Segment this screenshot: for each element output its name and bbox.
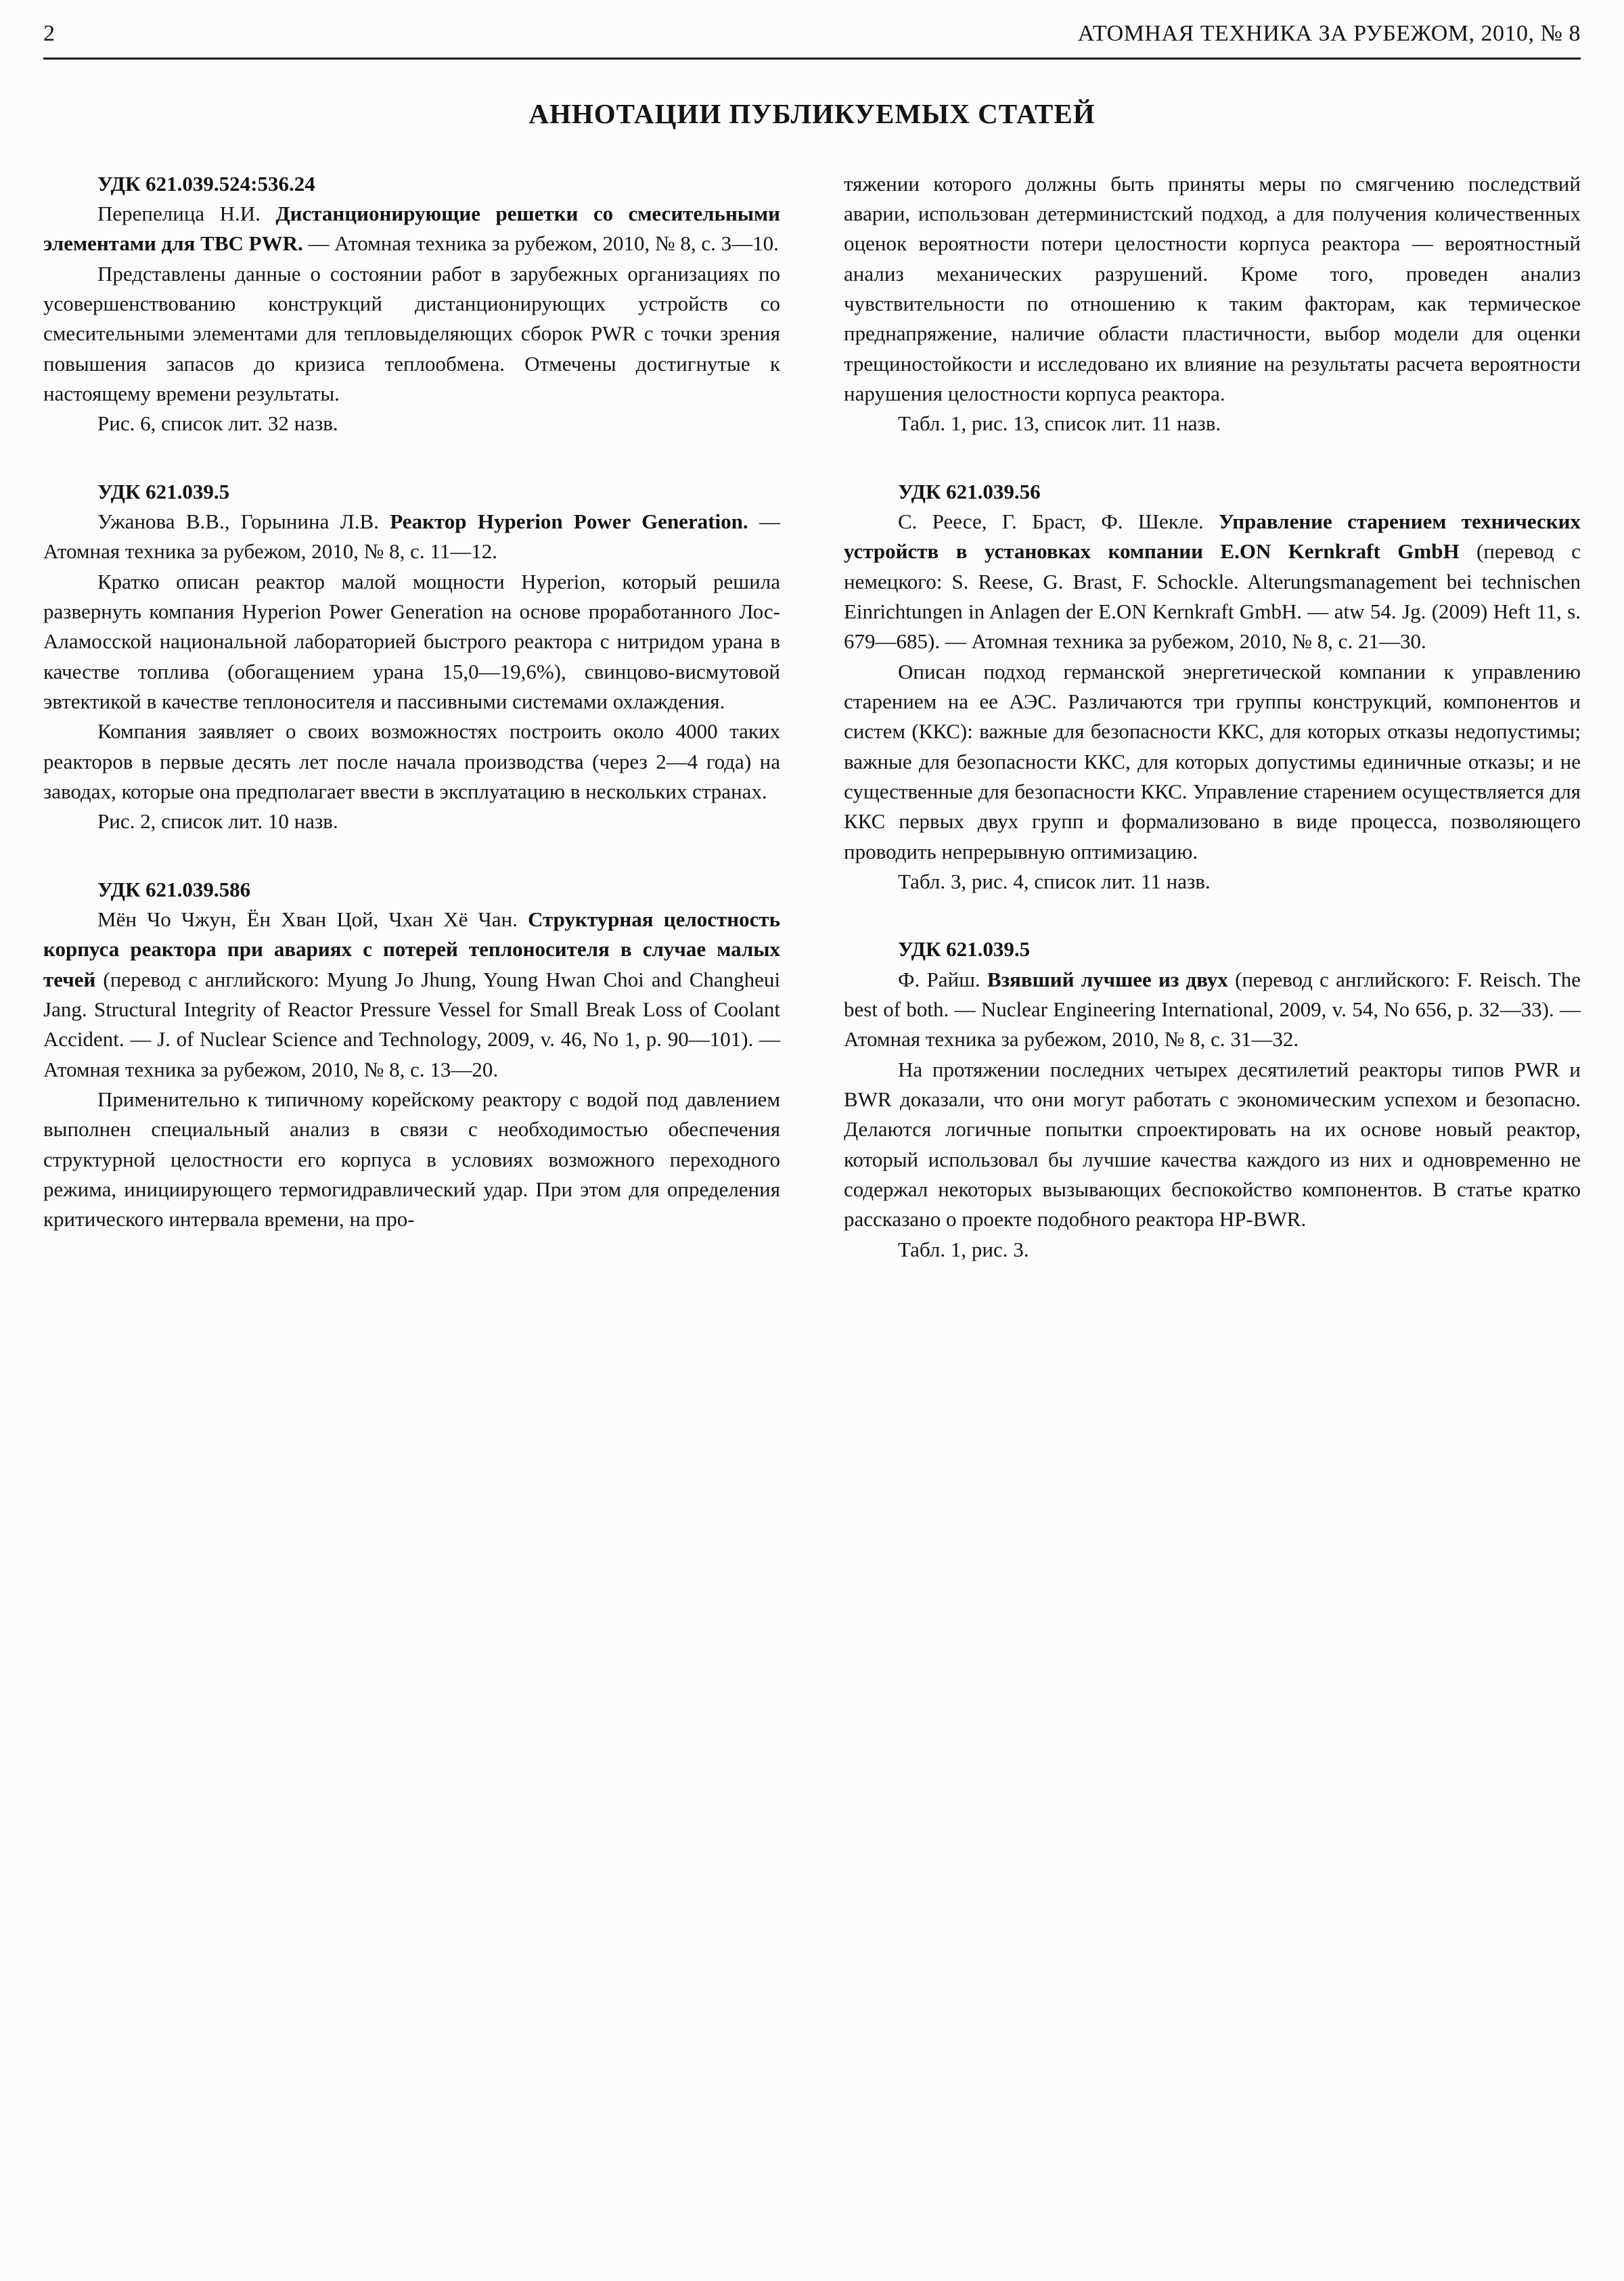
page-title: АННОТАЦИИ ПУБЛИКУЕМЫХ СТАТЕЙ — [528, 97, 1096, 129]
abstract-entry — [844, 169, 1581, 439]
body-text: Компания заявляет о своих возможностях построить около 4000 таких реакторов в первые десять лет после начала производства (через 2—4 года) на заводах, которые она предполагает ввести в эксплуатацию в нескольких странах. — [43, 719, 780, 804]
running-head — [43, 20, 1581, 48]
abstract-paragraph — [844, 657, 1581, 867]
udk-heading: УДК 621.039.5 — [898, 937, 1031, 962]
article-title-text: Реактор Hyperion Power Generation. — [390, 510, 748, 534]
body-text: тяжении которого должны быть приняты меры по смягчению последствий аварии, использован детерминистский подход, а для получения количественных оценок вероятности потери целостности корпуса реактора — вероятностный анализ механических разрушений. Кроме того, проведен анализ чувствительности по отношению к таким факторам, как термическое преднапряжение, наличие области пластичности, выбор модели для оценки трещиностойкости и исследовано их влияние на результаты расчета вероятности нарушения целостности корпуса реактора. — [844, 171, 1581, 406]
body-text: Рис. 2, список лит. 10 назв. — [97, 809, 338, 834]
abstract-entry — [844, 477, 1581, 897]
abstract-paragraph — [43, 199, 780, 259]
abstract-paragraph — [43, 807, 780, 836]
udk-heading: УДК 621.039.56 — [898, 479, 1041, 503]
journal-title: АТОМНАЯ ТЕХНИКА ЗА РУБЕЖОМ, 2010, № 8 — [1077, 21, 1581, 46]
body-text: Ф. Райш. — [898, 967, 987, 991]
abstract-paragraph — [844, 507, 1581, 657]
article-title-text: Взявший лучшее из двух — [987, 967, 1228, 991]
abstract-paragraph — [844, 867, 1581, 897]
body-text: — Атомная техника за рубежом, 2010, № 8, с. 3—10. — [302, 231, 779, 256]
body-text: Описан подход германской энергетической компании к управлению старением на ее АЭС. Различаются три группы конструкций, компонентов и систем (ККС): важные для безопасности ККС, для которых отказы недопустимы; важные для безопасности ККС, для которых допустимы единичные отказы; и не существенные для безопасности ККС. Управление старением осуществляется для ККС первых двух групп и формализовано в виде процесса, позволяющего проводить непрерывную оптимизацию. — [844, 659, 1581, 863]
abstract-paragraph — [43, 905, 780, 1085]
abstract-paragraph — [43, 259, 780, 409]
abstract-entry — [43, 875, 780, 1235]
abstract-paragraph — [43, 507, 780, 567]
column-left — [43, 169, 780, 1265]
body-text: Кратко описан реактор малой мощности Hyperion, который решила развернуть компания Hyperion Power Generation на основе проработанного Лос-Аламосской национальной лабораторией быстрого реактора с нитридом урана в качестве топлива (обогащением урана 15,0—19,6%), свинцово-висмутовой эвтектикой в качестве теплоносителя и пассивными системами охлаждения. — [43, 569, 780, 714]
header-rule — [43, 58, 1581, 60]
udk-heading: УДК 621.039.586 — [97, 877, 251, 901]
body-text: Применительно к типичному корейскому реактору с водой под давлением выполнен специальный анализ в связи с необходимостью обеспечения структурной целостности его корпуса в условиях возможного переходного режима, инициирующего термогидравлический удар. При этом для определения критического интервала времени, на про- — [43, 1087, 780, 1232]
body-text: (перевод с английского: F. Reisch. The best of both. — Nuclear Engineering International, 2009, v. 54, No 656, p. 32—33). — Атомная техника за рубежом, 2010, № 8, с. 31—32. — [844, 967, 1581, 1052]
body-text: С. Реесе, Г. Браст, Ф. Шекле. — [898, 510, 1219, 534]
body-text: Табл. 1, рис. 13, список лит. 11 назв. — [898, 411, 1221, 436]
body-text: Табл. 3, рис. 4, список лит. 11 назв. — [898, 870, 1211, 894]
abstract-paragraph — [43, 717, 780, 807]
udk-heading: УДК 621.039.524:536.24 — [97, 171, 315, 196]
page-number: 2 — [43, 21, 55, 46]
body-text: Ужанова В.В., Горынина Л.В. — [97, 510, 390, 534]
abstract-paragraph — [43, 409, 780, 438]
article-title-text: Управление старением технических устройств в установках компании E.ON Kernkraft GmbH — [844, 510, 1581, 564]
abstract-entry — [43, 477, 780, 837]
body-text: Представлены данные о состоянии работ в зарубежных организациях по усовершенствованию конструкций дистанционирующих устройств со смесительными элементами для тепловыделяющих сборок PWR с точки зрения повышения запасов до кризиса теплообмена. Отмечены достигнутые к настоящему времени результаты. — [43, 261, 780, 406]
column-right — [844, 169, 1581, 1265]
article-title-text: Структурная целостность корпуса реактора при авариях с потерей теплоносителя в случае малых течей — [43, 907, 780, 991]
article-title-text: Дистанционирующие решетки со смесительными элементами для ТВС PWR. — [43, 202, 780, 256]
body-text: Рис. 6, список лит. 32 назв. — [97, 411, 338, 436]
abstract-paragraph — [844, 1055, 1581, 1235]
body-text: (перевод с немецкого: S. Reese, G. Brast, F. Schockle. Alterungsmanagement bei technischen Einrichtungen in Anlagen der E.ON Kernkraft GmbH. — atw 54. Jg. (2009) Heft 11, s. 679—685). — Атомная техника за рубежом, 2010, № 8, с. 21—30. — [844, 539, 1581, 654]
abstract-paragraph — [844, 169, 1581, 409]
abstract-paragraph — [43, 567, 780, 717]
body-text: Перепелица Н.И. — [97, 202, 276, 226]
body-text: (перевод с английского: Myung Jo Jhung, Young Hwan Choi and Changheui Jang. Structural Integrity of Reactor Pressure Vessel for Small Break Loss of Coolant Accident. — J. of Nuclear Science and Technology, 2009, v. 46, No 1, p. 90—101). — Атомная техника за рубежом, 2010, № 8, с. 13—20. — [43, 967, 780, 1081]
abstract-paragraph — [43, 1085, 780, 1235]
abstract-paragraph — [844, 409, 1581, 438]
body-text: Табл. 1, рис. 3. — [898, 1237, 1029, 1261]
abstract-paragraph — [844, 965, 1581, 1055]
body-text: На протяжении последних четырех десятилетий реакторы типов PWR и BWR доказали, что они могут работать с экономическим успехом и безопасно. Делаются логичные попытки спроектировать на их основе новый реактор, который использовал бы лучшие качества каждого из них и одновременно не содержал некоторых вызывающих беспокойство компонентов. В статье кратко рассказано о проекте подобного реактора HP-BWR. — [844, 1057, 1581, 1232]
body-text: — Атомная техника за рубежом, 2010, № 8, с. 11—12. — [43, 510, 780, 564]
two-column-body — [43, 169, 1581, 1265]
body-text: Мён Чо Чжун, Ён Хван Цой, Чхан Хё Чан. — [97, 907, 528, 932]
udk-heading: УДК 621.039.5 — [97, 479, 230, 503]
abstract-entry — [43, 169, 780, 439]
abstract-paragraph — [844, 1235, 1581, 1265]
abstract-entry — [844, 934, 1581, 1265]
